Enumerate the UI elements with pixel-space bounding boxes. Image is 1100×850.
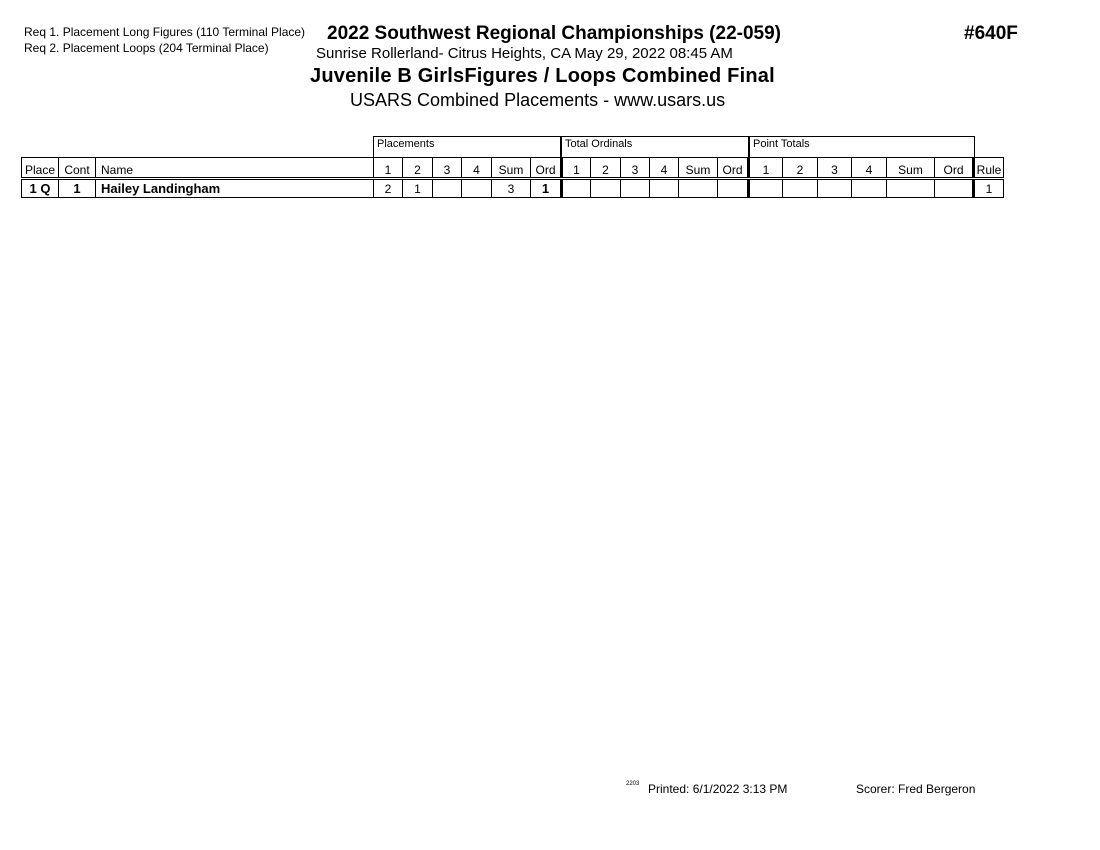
col-ordinals-4: 4	[650, 158, 679, 179]
col-placements-sum: Sum	[492, 158, 531, 179]
cell-ordinals-1	[562, 179, 591, 198]
cell-placements-1: 2	[374, 179, 403, 198]
footer-note: 2203	[626, 781, 640, 787]
cell-points-sum	[887, 179, 935, 198]
cell-points-4	[852, 179, 887, 198]
col-points-sum: Sum	[887, 158, 935, 179]
results-table	[21, 157, 1004, 198]
col-place: Place	[22, 158, 59, 179]
col-placements-1: 1	[374, 158, 403, 179]
cell-placements-4	[462, 179, 492, 198]
group-header-point-totals: Point Totals	[749, 136, 975, 157]
placements-source: USARS Combined Placements - www.usars.us	[350, 90, 726, 110]
cell-placements-3	[433, 179, 462, 198]
requirement-1: Req 1. Placement Long Figures (110 Terminal Place)	[24, 25, 306, 39]
cell-ordinals-4	[650, 179, 679, 198]
col-points-4: 4	[852, 158, 887, 179]
col-ordinals-sum: Sum	[679, 158, 718, 179]
cell-points-ord	[935, 179, 974, 198]
col-ordinals-ord: Ord	[718, 158, 749, 179]
cell-ordinals-2	[591, 179, 621, 198]
col-points-1: 1	[749, 158, 783, 179]
cell-placements-sum: 3	[492, 179, 531, 198]
page-title: 2022 Southwest Regional Championships (22-059)	[327, 23, 781, 44]
col-points-ord: Ord	[935, 158, 974, 179]
col-ordinals-2: 2	[591, 158, 621, 179]
col-cont: Cont	[59, 158, 96, 179]
venue-date: Sunrise Rollerland- Citrus Heights, CA May 29, 2022 08:45 AM	[316, 45, 733, 62]
printed-date: Printed: 6/1/2022 3:13 PM	[648, 782, 788, 796]
col-points-3: 3	[818, 158, 852, 179]
cell-placements-2: 1	[403, 179, 433, 198]
col-placements-ord: Ord	[531, 158, 562, 179]
col-name: Name	[96, 158, 374, 179]
cell-ordinals-ord	[718, 179, 749, 198]
col-rule: Rule	[974, 158, 1004, 179]
cell-place: 1 Q	[22, 179, 59, 198]
col-placements-2: 2	[403, 158, 433, 179]
col-ordinals-1: 1	[562, 158, 591, 179]
cell-ordinals-sum	[679, 179, 718, 198]
cell-points-1	[749, 179, 783, 198]
cell-ordinals-3	[621, 179, 650, 198]
col-placements-4: 4	[462, 158, 492, 179]
col-placements-3: 3	[433, 158, 462, 179]
group-header-placements: Placements	[373, 136, 561, 157]
event-number: #640F	[964, 23, 1018, 44]
scorer: Scorer: Fred Bergeron	[856, 782, 976, 796]
cell-cont: 1	[59, 179, 96, 198]
col-points-2: 2	[783, 158, 818, 179]
cell-points-3	[818, 179, 852, 198]
column-header-row	[22, 158, 1004, 179]
cell-points-2	[783, 179, 818, 198]
cell-name: Hailey Landingham	[96, 179, 374, 198]
requirement-2: Req 2. Placement Loops (204 Terminal Place)	[24, 41, 269, 55]
col-ordinals-3: 3	[621, 158, 650, 179]
group-header-total-ordinals: Total Ordinals	[561, 136, 749, 157]
cell-rule: 1	[974, 179, 1004, 198]
event-name: Juvenile B GirlsFigures / Loops Combined Final	[310, 65, 775, 87]
cell-placements-ord: 1	[531, 179, 562, 198]
table-row	[22, 179, 1004, 198]
